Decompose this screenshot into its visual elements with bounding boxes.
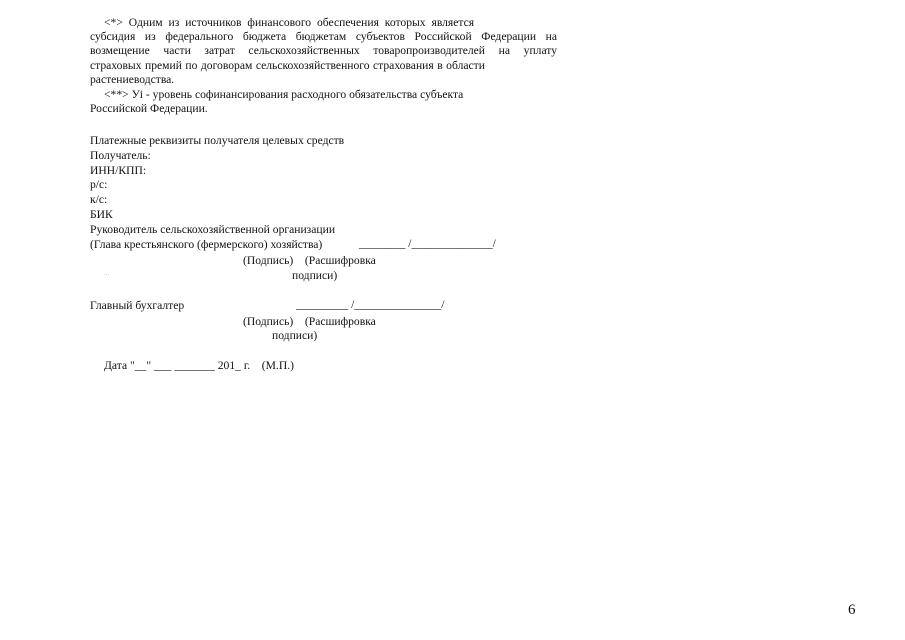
footnote-2-line-2: Российской Федерации. — [90, 102, 208, 115]
date-line: Дата "__" ___ _______ 201_ г. (М.П.) — [104, 359, 294, 372]
accountant-signature-blank: _________ /_______________/ — [296, 298, 445, 311]
requisites-ks-label: к/с: — [90, 193, 108, 206]
requisites-heading: Платежные реквизиты получателя целевых средств — [90, 134, 345, 147]
accountant-title: Главный бухгалтер — [90, 299, 185, 312]
footnote-1-line-1: <*> Одним из источников финансового обеспечения которых является — [104, 16, 475, 29]
requisites-inn-kpp-label: ИНН/КПП: — [90, 164, 147, 177]
accountant-signature-caption-2: подписи) — [272, 329, 318, 342]
accountant-signature-caption-1: (Подпись) (Расшифровка — [243, 315, 376, 328]
requisites-bik-label: БИК — [90, 208, 113, 221]
page-number: 6 — [848, 602, 856, 618]
head-signature-blank: ________ /______________/ — [359, 237, 496, 250]
footnote-1-line-4: страховых премий по договорам сельскохозяйственного страхования в области — [90, 59, 485, 72]
footnote-2-line-1: <**> Уi - уровень софинансирования расходного обязательства субъекта — [104, 88, 464, 101]
head-stray-mark: ... — [104, 269, 110, 277]
footnote-1-line-3: возмещение части затрат сельскохозяйственных товаропроизводителей на уплату — [90, 44, 557, 57]
head-signature-caption-1: (Подпись) (Расшифровка — [243, 254, 376, 267]
footnote-1-line-5: растениеводства. — [90, 73, 175, 86]
head-title-line-2: (Глава крестьянского (фермерского) хозяйства) — [90, 238, 323, 251]
head-signature-caption-2: подписи) — [292, 269, 338, 282]
head-title-line-1: Руководитель сельскохозяйственной организации — [90, 223, 336, 236]
footnote-1-line-2: субсидия из федерального бюджета бюджетам субъектов Российской Федерации на — [90, 30, 557, 43]
requisites-rs-label: р/с: — [90, 178, 108, 191]
requisites-recipient-label: Получатель: — [90, 149, 151, 162]
